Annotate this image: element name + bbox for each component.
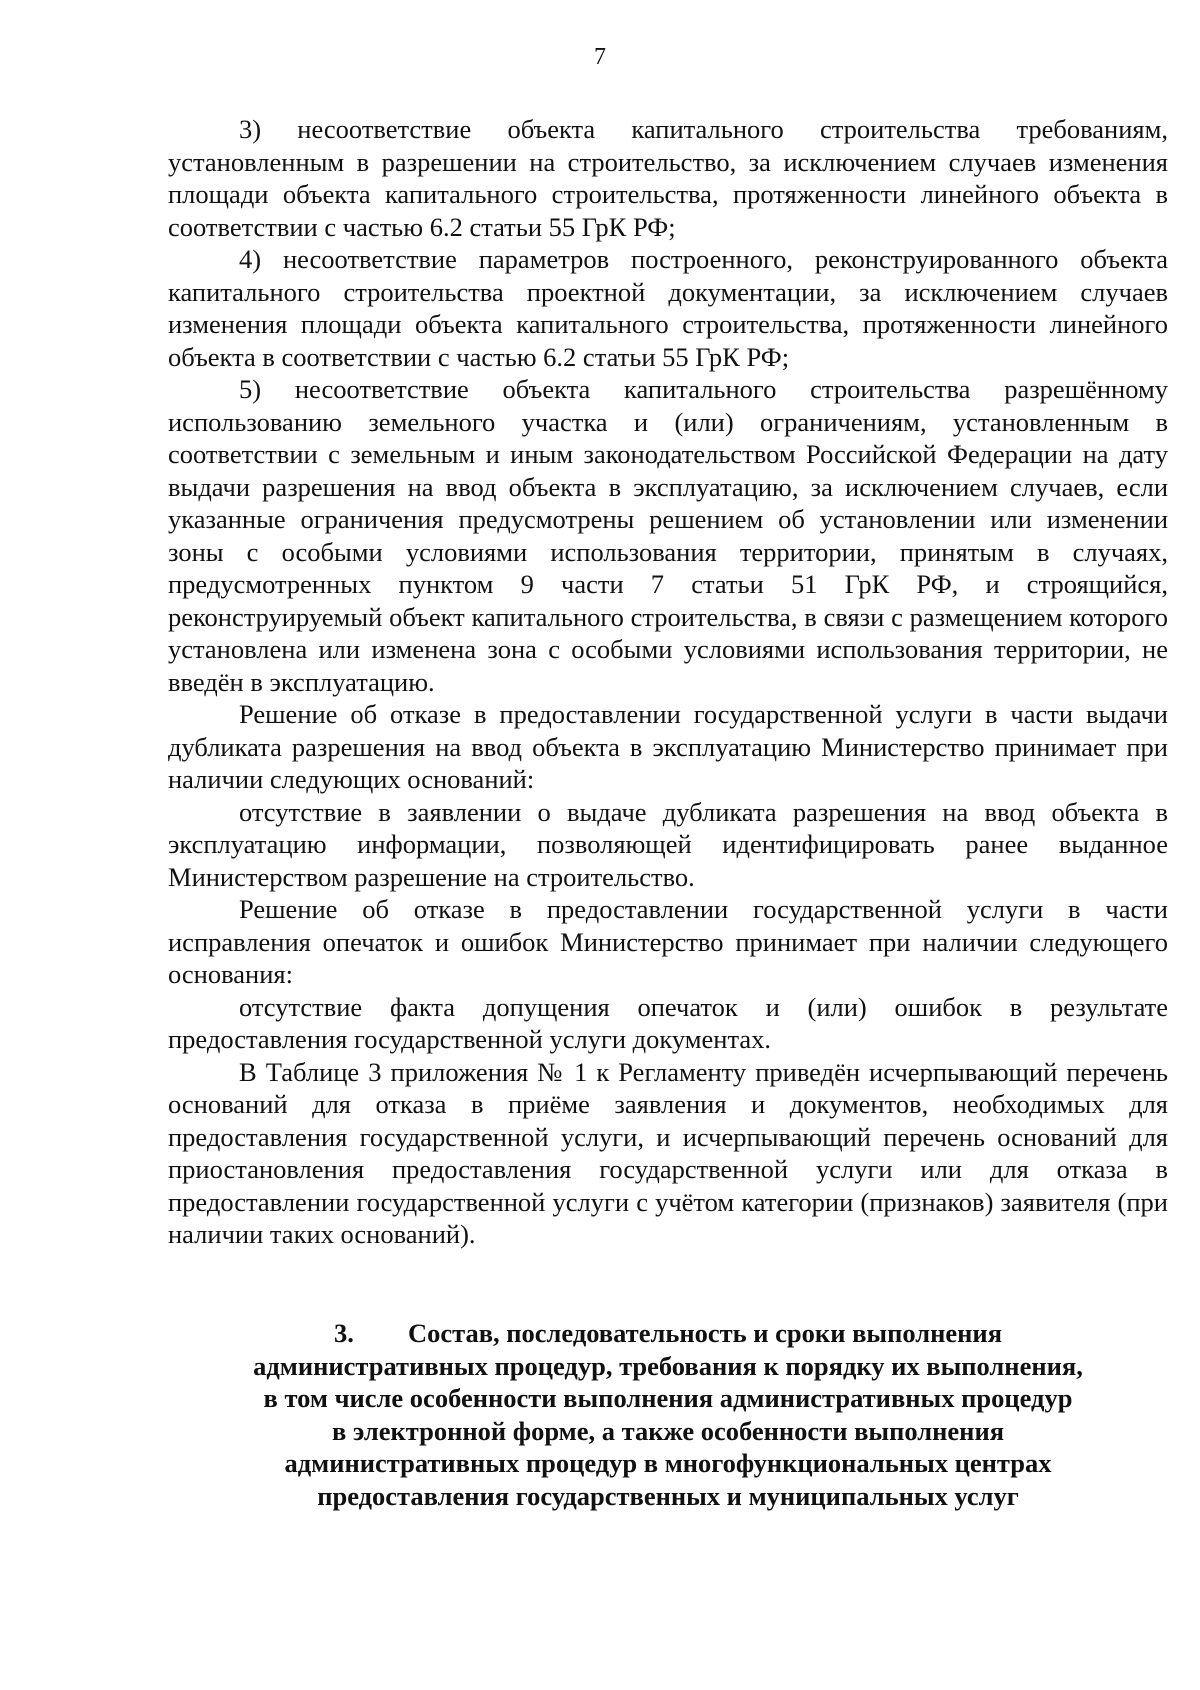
section-title-line: в электронной форме, а также особенности выполнения xyxy=(331,1415,1005,1446)
paragraph-item-5: 5) несоответствие объекта капитального строительства разрешённому использованию земельного участка и (или) ограничениям, установленным в соответствии с земельным и иным законодательством Российской Федерации на дату выдачи разрешения на ввод объекта в эксплуатацию, за исключением случаев, если указанные ограничения предусмотрены решением об установлении или изменении зоны с особыми условиями использования территории, принятым в случаях, предусмотренных пунктом 9 части 7 статьи 51 ГрК РФ, и строящийся, реконструируемый объект капитального строительства, в связи с размещением которого установлена или изменена зона с особыми условиями использования территории, не введён в эксплуатацию. xyxy=(168,374,1168,697)
paragraph-item-4: 4) несоответствие параметров построенного, реконструированного объекта капитального строительства проектной документации, за исключением случаев изменения площади объекта капитального строительства, протяженности линейного объекта в соответствии с частью 6.2 статьи 55 ГрК РФ; xyxy=(168,244,1168,372)
section-title-line: Состав, последовательность и сроки выполнения xyxy=(407,1318,1003,1348)
paragraph-duplicate-refusal: Решение об отказе в предоставлении государственной услуги в части выдачи дубликата разрешения на ввод объекта в эксплуатацию Министерство принимает при наличии следующих оснований: xyxy=(168,699,1168,794)
section-title-line: предоставления государственных и муниципальных услуг xyxy=(317,1480,1019,1511)
paragraph-correction-refusal: Решение об отказе в предоставлении государственной услуги в части исправления опечаток и ошибок Министерство принимает при наличии следующего основания: xyxy=(168,894,1168,989)
section-title-line: в том числе особенности выполнения административных процедур xyxy=(263,1383,1073,1413)
paragraph-duplicate-ground: отсутствие в заявлении о выдаче дубликата разрешения на ввод объекта в эксплуатацию информации, позволяющей идентифицировать ранее выданное Министерством разрешение на строительство. xyxy=(168,796,1168,892)
section-title-line: административных процедур, требования к порядку их выполнения, xyxy=(253,1350,1083,1381)
section-number: 3. xyxy=(333,1318,354,1348)
body-text xyxy=(168,113,1168,1251)
paragraph-correction-ground: отсутствие факта допущения опечаток и (или) ошибок в результате предоставления государственной услуги документах. xyxy=(168,991,1168,1054)
section-heading-line xyxy=(168,1317,1168,1350)
page-number: 7 xyxy=(594,44,606,70)
paragraph-item-3: 3) несоответствие объекта капитального строительства требованиям, установленным в разрешении на строительство, за исключением случаев изменения площади объекта капитального строительства, протяженности линейного объекта в соответствии с частью 6.2 статьи 55 ГрК РФ; xyxy=(168,114,1168,242)
section-heading xyxy=(168,1317,1168,1512)
section-title-line: административных процедур в многофункциональных центрах xyxy=(284,1448,1052,1478)
paragraph-table-reference: В Таблице 3 приложения № 1 к Регламенту приведён исчерпывающий перечень оснований для отказа в приёме заявления и документов, необходимых для предоставления государственной услуги, и исчерпывающий перечень оснований для приостановления предоставления государственной услуги или для отказа в предоставлении государственной услуги с учётом категории (признаков) заявителя (при наличии таких оснований). xyxy=(168,1056,1168,1249)
